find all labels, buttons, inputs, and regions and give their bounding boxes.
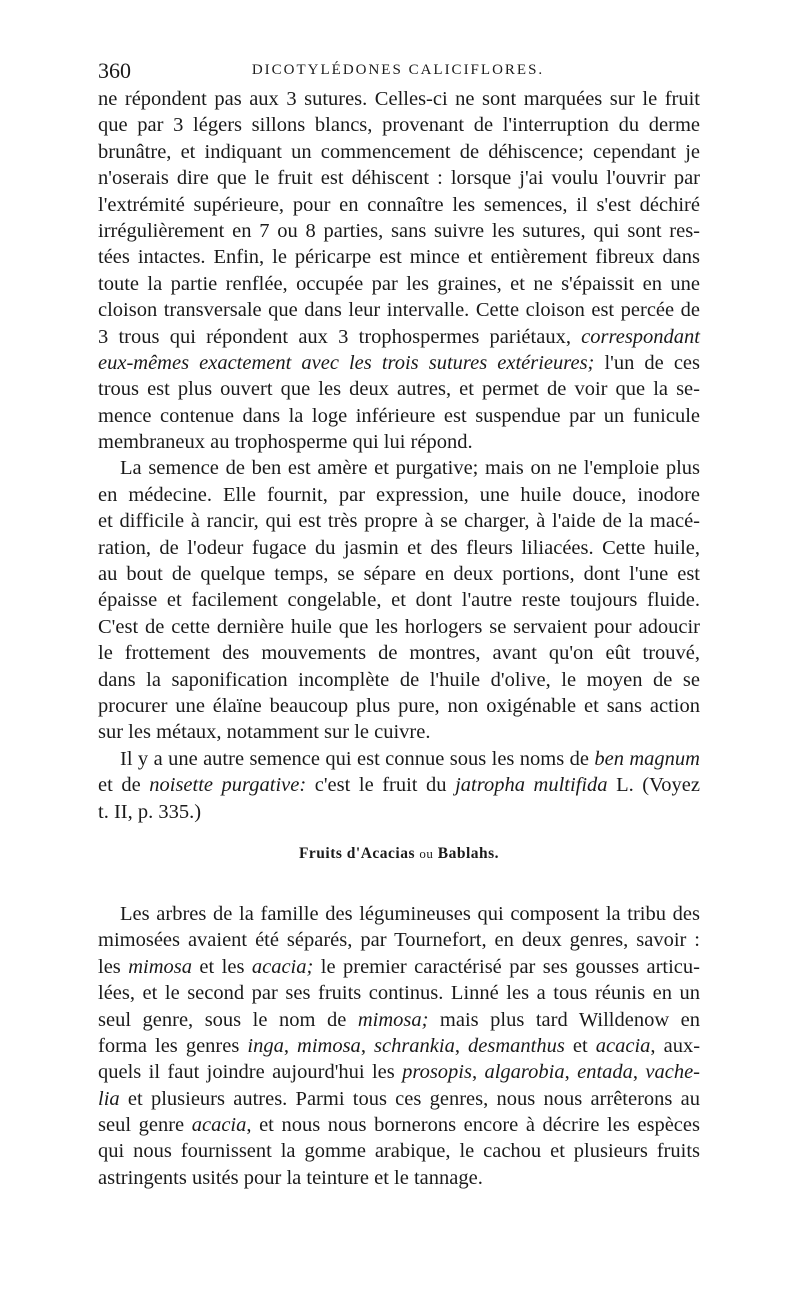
text-run: et: [564, 1034, 596, 1057]
text-line: épaisse et facilement congelable, et dont l'autre reste toujours fluide.: [98, 589, 700, 612]
running-title: DICOTYLÉDONES CALICIFLORES.: [251, 62, 545, 78]
text-run: ,: [360, 1034, 374, 1057]
italic-run: eux-mêmes exactement avec les trois sutures extérieures;: [98, 351, 595, 374]
text-line: en médecine. Elle fournit, par expression, une huile douce, inodore: [98, 483, 700, 506]
text-run: , et nous nous bornerons encore à décrire les espèces: [246, 1114, 700, 1137]
text-line: n'oserais dire que le fruit est déhiscent : lorsque j'ai voulu l'ouvrir par: [98, 167, 700, 190]
text-run: ,: [564, 1061, 578, 1084]
italic-run: entada: [577, 1061, 633, 1084]
text-line: ration, de l'odeur fugace du jasmin et des fleurs liliacées. Cette huile,: [98, 536, 700, 559]
italic-run: inga: [247, 1034, 284, 1057]
text-line: La semence de ben est amère et purgative; mais on ne l'emploie plus: [120, 457, 700, 480]
text-run: le premier caractérisé par ses gousses articu-: [313, 955, 700, 978]
text-run: seul genre, sous le nom de: [98, 1008, 358, 1031]
italic-run: acacia: [595, 1034, 651, 1057]
italic-run: noisette purgative:: [149, 774, 307, 797]
text-line: membraneux au trophosperme qui lui répond.: [98, 431, 473, 454]
section-title: [98, 841, 700, 861]
text-line: [98, 1112, 700, 1138]
text-line: que par 3 légers sillons blancs, provenant de l'interruption du derme: [98, 114, 700, 137]
text-run: ,: [454, 1034, 469, 1057]
italic-run: ben magnum: [594, 747, 700, 770]
text-run: ,: [632, 1061, 646, 1084]
italic-run: acacia: [191, 1114, 247, 1137]
section-title-connector: ou: [419, 845, 434, 861]
text-line: [98, 350, 700, 376]
text-line: procurer une élaïne beaucoup plus pure, non oxigénable et sans action: [98, 694, 700, 717]
italic-run: desmanthus: [468, 1034, 565, 1057]
text-line: [98, 1007, 700, 1033]
text-run: et les: [192, 955, 252, 978]
italic-run: prosopis: [402, 1061, 472, 1084]
italic-run: correspondant: [581, 325, 700, 348]
text-line: au bout de quelque temps, se sépare en deux portions, dont l'une est: [98, 563, 700, 586]
text-run: seul genre: [98, 1114, 192, 1137]
text-line: et difficile à rancir, qui est très propre à se charger, à l'aide de la macé-: [98, 510, 700, 533]
page-header: [98, 58, 698, 86]
text-line: lées, et le second par ses fruits continus. Linné les a tous réunis en un: [98, 982, 700, 1005]
page-number: 360: [98, 58, 131, 83]
text-line: C'est de cette dernière huile que les horlogers se servaient pour adoucir: [98, 615, 700, 638]
text-run: L. (Voyez: [607, 774, 700, 797]
section-title-main: Fruits d'Acacias: [298, 844, 415, 862]
text-line: qui nous fournissent la gomme arabique, le cachou et plusieurs fruits: [98, 1140, 700, 1163]
text-run: c'est le fruit du: [306, 774, 456, 797]
text-line: le frottement des mouvements de montres, avant qu'on eût trouvé,: [98, 642, 700, 665]
body-text: [98, 86, 700, 1191]
text-line: irrégulièrement en 7 ou 8 parties, sans suivre les sutures, qui sont res-: [98, 219, 700, 242]
text-run: , aux-: [650, 1034, 701, 1057]
italic-run: mimosa: [128, 955, 192, 978]
text-line: mimosées avaient été séparés, par Tournefort, en deux genres, savoir :: [98, 929, 700, 952]
text-run: mais plus tard Willdenow en: [428, 1008, 701, 1031]
text-run: Il y a une autre semence qui est connue sous les noms de: [120, 747, 595, 770]
text-line: [98, 324, 700, 350]
text-line: brunâtre, et indiquant un commencement de déhiscence; cependant je: [98, 140, 700, 163]
section-title-alt: Bablahs.: [437, 844, 500, 862]
text-run: l'un de ces: [594, 351, 700, 374]
italic-run: lia: [98, 1087, 120, 1110]
text-line: sur les métaux, notamment sur le cuivre.: [98, 721, 431, 744]
text-run: 3 trous qui répondent aux 3 trophospermes pariétaux,: [98, 325, 582, 348]
text-line: toute la partie renflée, occupée par les graines, et ne s'épaissit en une: [98, 272, 700, 295]
italic-run: mimosa: [297, 1034, 361, 1057]
text-line: [98, 772, 700, 798]
text-line: [98, 1059, 700, 1085]
text-line: [98, 1086, 700, 1112]
italic-run: acacia;: [251, 955, 314, 978]
italic-run: vache-: [645, 1061, 701, 1084]
text-line: cloison transversale que dans leur intervalle. Cette cloison est percée de: [98, 299, 700, 322]
italic-run: algarobia: [484, 1061, 565, 1084]
italic-run: schrankia: [374, 1034, 455, 1057]
text-run: ,: [471, 1061, 485, 1084]
text-line: [98, 1033, 700, 1059]
text-line: astringents usités pour la teinture et le tannage.: [98, 1166, 483, 1189]
text-line: ne répondent pas aux 3 sutures. Celles-ci ne sont marquées sur le fruit: [98, 88, 700, 110]
text-line: l'extrémité supérieure, pour en connaître les semences, il s'est déchiré: [98, 193, 700, 216]
text-run: ,: [283, 1034, 298, 1057]
text-run: forma les genres: [98, 1034, 248, 1057]
text-line: tées intactes. Enfin, le péricarpe est mince et entièrement fibreux dans: [98, 246, 700, 269]
italic-run: mimosa;: [357, 1008, 429, 1031]
italic-run: jatropha multifida: [455, 774, 608, 797]
text-line: trous est plus ouvert que les deux autres, et permet de voir que la se-: [98, 378, 700, 401]
text-line: dans la saponification incomplète de l'huile d'olive, le moyen de se: [98, 668, 700, 691]
text-line: t. II, p. 335.): [98, 800, 202, 823]
text-line: [98, 954, 700, 980]
text-run: et plusieurs autres. Parmi tous ces genres, nous nous arrêterons au: [119, 1087, 700, 1110]
text-line: mence contenue dans la loge inférieure est suspendue par un funicule: [98, 404, 700, 427]
text-line: [98, 746, 700, 772]
text-run: quels il faut joindre aujourd'hui les: [98, 1061, 403, 1084]
text-run: les: [98, 955, 129, 978]
text-line: Les arbres de la famille des légumineuses qui composent la tribu des: [120, 902, 700, 925]
text-run: et de: [98, 774, 150, 797]
